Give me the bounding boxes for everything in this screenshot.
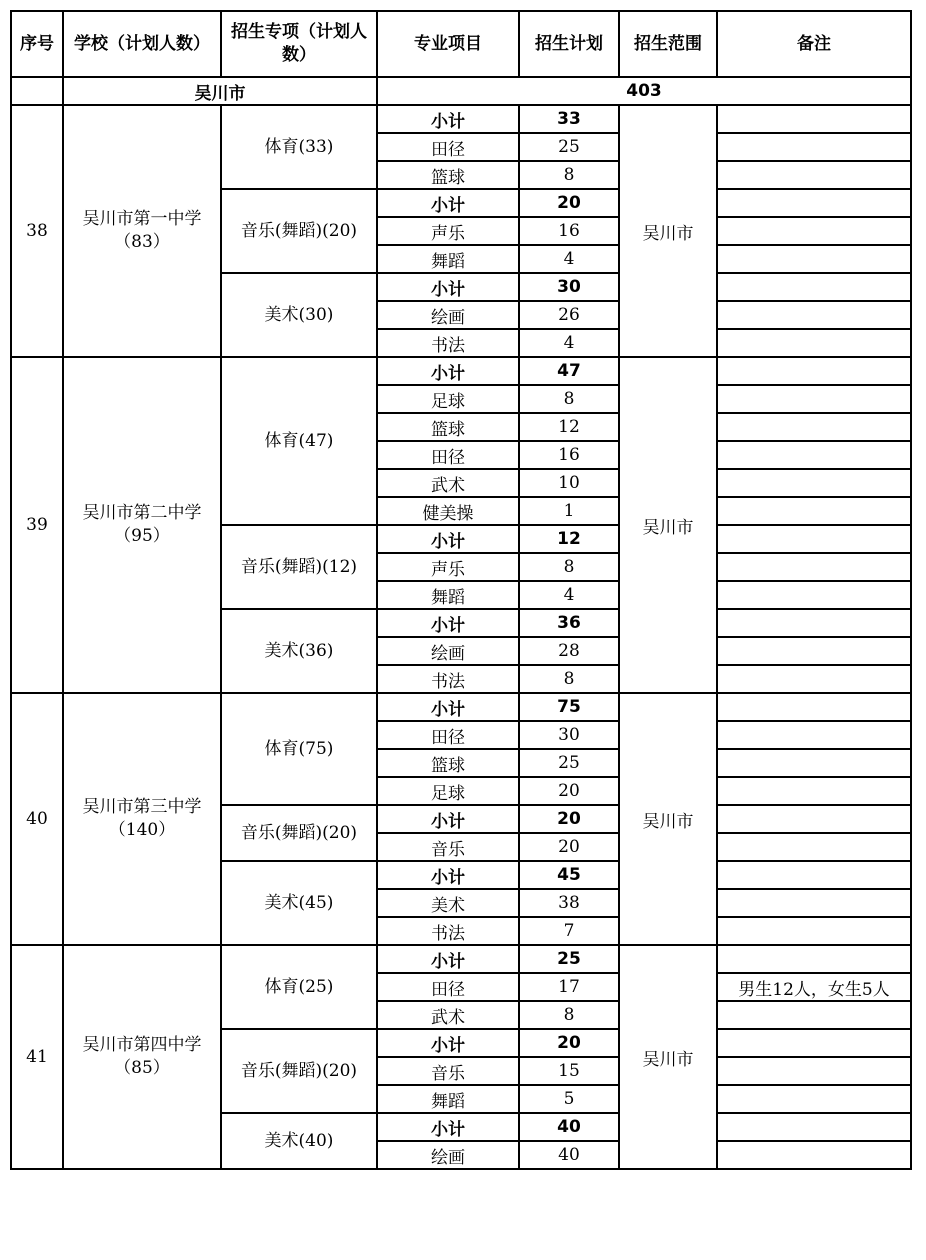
school-name: 吴川市第一中学 bbox=[82, 209, 202, 229]
item-remark bbox=[717, 497, 911, 525]
item-plan: 26 bbox=[519, 301, 619, 329]
school-name-cell bbox=[63, 693, 221, 945]
table-row bbox=[11, 945, 911, 973]
item-plan: 17 bbox=[519, 973, 619, 1001]
item-remark bbox=[717, 1029, 911, 1057]
item-name: 武术 bbox=[377, 1001, 519, 1029]
school-index: 39 bbox=[11, 357, 63, 693]
item-plan: 4 bbox=[519, 245, 619, 273]
item-name: 小计 bbox=[377, 945, 519, 973]
school-count: （95） bbox=[114, 526, 170, 546]
item-remark bbox=[717, 637, 911, 665]
school-name-cell bbox=[63, 105, 221, 357]
header-item: 专业项目 bbox=[377, 11, 519, 77]
specialty-label: 美术(45) bbox=[221, 861, 377, 945]
item-plan: 8 bbox=[519, 385, 619, 413]
item-remark bbox=[717, 133, 911, 161]
item-remark bbox=[717, 805, 911, 833]
specialty-label: 美术(30) bbox=[221, 273, 377, 357]
item-plan: 16 bbox=[519, 441, 619, 469]
item-name: 篮球 bbox=[377, 749, 519, 777]
item-remark bbox=[717, 273, 911, 301]
item-plan: 1 bbox=[519, 497, 619, 525]
item-plan: 25 bbox=[519, 133, 619, 161]
specialty-label: 美术(40) bbox=[221, 1113, 377, 1169]
specialty-label: 音乐(舞蹈)(12) bbox=[221, 525, 377, 609]
specialty-label: 美术(36) bbox=[221, 609, 377, 693]
item-remark bbox=[717, 609, 911, 637]
item-remark bbox=[717, 329, 911, 357]
item-plan: 20 bbox=[519, 189, 619, 217]
item-remark bbox=[717, 889, 911, 917]
item-remark bbox=[717, 525, 911, 553]
item-plan: 28 bbox=[519, 637, 619, 665]
item-plan: 16 bbox=[519, 217, 619, 245]
header-index: 序号 bbox=[11, 11, 63, 77]
item-name: 小计 bbox=[377, 105, 519, 133]
item-name: 声乐 bbox=[377, 217, 519, 245]
item-name: 田径 bbox=[377, 441, 519, 469]
item-remark bbox=[717, 301, 911, 329]
item-remark bbox=[717, 1113, 911, 1141]
item-remark bbox=[717, 469, 911, 497]
school-name: 吴川市第三中学 bbox=[82, 797, 202, 817]
item-remark bbox=[717, 721, 911, 749]
item-name: 舞蹈 bbox=[377, 1085, 519, 1113]
item-name: 小计 bbox=[377, 1029, 519, 1057]
school-count: （83） bbox=[114, 232, 170, 252]
specialty-label: 体育(33) bbox=[221, 105, 377, 189]
city-total: 403 bbox=[377, 77, 911, 105]
item-name: 音乐 bbox=[377, 1057, 519, 1085]
item-remark bbox=[717, 357, 911, 385]
item-plan: 30 bbox=[519, 273, 619, 301]
item-remark bbox=[717, 105, 911, 133]
item-name: 篮球 bbox=[377, 161, 519, 189]
table-row bbox=[11, 105, 911, 133]
header-scope: 招生范围 bbox=[619, 11, 717, 77]
item-name: 小计 bbox=[377, 609, 519, 637]
item-name: 声乐 bbox=[377, 553, 519, 581]
item-plan: 33 bbox=[519, 105, 619, 133]
table-row bbox=[11, 693, 911, 721]
item-name: 舞蹈 bbox=[377, 245, 519, 273]
item-remark: 男生12人，女生5人 bbox=[717, 973, 911, 1001]
item-name: 足球 bbox=[377, 777, 519, 805]
item-name: 绘画 bbox=[377, 637, 519, 665]
item-remark bbox=[717, 1001, 911, 1029]
school-index: 40 bbox=[11, 693, 63, 945]
specialty-label: 体育(75) bbox=[221, 693, 377, 805]
school-index: 38 bbox=[11, 105, 63, 357]
item-remark bbox=[717, 665, 911, 693]
specialty-label: 音乐(舞蹈)(20) bbox=[221, 805, 377, 861]
item-plan: 36 bbox=[519, 609, 619, 637]
specialty-label: 音乐(舞蹈)(20) bbox=[221, 1029, 377, 1113]
school-count: （85） bbox=[114, 1058, 170, 1078]
specialty-label: 体育(25) bbox=[221, 945, 377, 1029]
header-specialty: 招生专项（计划人数） bbox=[221, 11, 377, 77]
table-row bbox=[11, 357, 911, 385]
item-remark bbox=[717, 581, 911, 609]
specialty-label: 音乐(舞蹈)(20) bbox=[221, 189, 377, 273]
item-name: 美术 bbox=[377, 889, 519, 917]
item-name: 书法 bbox=[377, 329, 519, 357]
item-remark bbox=[717, 385, 911, 413]
item-plan: 20 bbox=[519, 1029, 619, 1057]
item-name: 田径 bbox=[377, 721, 519, 749]
item-plan: 4 bbox=[519, 581, 619, 609]
city-summary-row bbox=[11, 77, 911, 105]
item-plan: 4 bbox=[519, 329, 619, 357]
item-name: 小计 bbox=[377, 525, 519, 553]
item-plan: 8 bbox=[519, 665, 619, 693]
item-remark bbox=[717, 217, 911, 245]
item-remark bbox=[717, 553, 911, 581]
item-plan: 45 bbox=[519, 861, 619, 889]
item-plan: 30 bbox=[519, 721, 619, 749]
school-scope: 吴川市 bbox=[619, 945, 717, 1169]
school-name-cell bbox=[63, 945, 221, 1169]
item-name: 小计 bbox=[377, 357, 519, 385]
city-blank-cell bbox=[11, 77, 63, 105]
item-plan: 40 bbox=[519, 1113, 619, 1141]
specialty-label: 体育(47) bbox=[221, 357, 377, 525]
item-remark bbox=[717, 917, 911, 945]
item-plan: 38 bbox=[519, 889, 619, 917]
city-name: 吴川市 bbox=[63, 77, 377, 105]
item-plan: 12 bbox=[519, 525, 619, 553]
school-name: 吴川市第四中学 bbox=[82, 1035, 202, 1055]
item-name: 书法 bbox=[377, 917, 519, 945]
item-remark bbox=[717, 161, 911, 189]
item-plan: 15 bbox=[519, 1057, 619, 1085]
school-name: 吴川市第二中学 bbox=[82, 503, 202, 523]
item-plan: 8 bbox=[519, 161, 619, 189]
item-plan: 20 bbox=[519, 833, 619, 861]
header-remark: 备注 bbox=[717, 11, 911, 77]
item-remark bbox=[717, 861, 911, 889]
item-plan: 10 bbox=[519, 469, 619, 497]
item-plan: 25 bbox=[519, 749, 619, 777]
item-remark bbox=[717, 189, 911, 217]
item-name: 音乐 bbox=[377, 833, 519, 861]
enrollment-table bbox=[10, 10, 912, 1170]
item-plan: 12 bbox=[519, 413, 619, 441]
school-scope: 吴川市 bbox=[619, 105, 717, 357]
item-remark bbox=[717, 945, 911, 973]
header-school: 学校（计划人数） bbox=[63, 11, 221, 77]
item-plan: 75 bbox=[519, 693, 619, 721]
item-remark bbox=[717, 693, 911, 721]
item-plan: 8 bbox=[519, 1001, 619, 1029]
item-name: 足球 bbox=[377, 385, 519, 413]
item-name: 舞蹈 bbox=[377, 581, 519, 609]
item-name: 小计 bbox=[377, 189, 519, 217]
item-name: 小计 bbox=[377, 805, 519, 833]
item-remark bbox=[717, 749, 911, 777]
item-plan: 25 bbox=[519, 945, 619, 973]
item-plan: 40 bbox=[519, 1141, 619, 1169]
item-remark bbox=[717, 1085, 911, 1113]
item-name: 健美操 bbox=[377, 497, 519, 525]
item-plan: 47 bbox=[519, 357, 619, 385]
item-remark bbox=[717, 1141, 911, 1169]
item-name: 小计 bbox=[377, 273, 519, 301]
item-remark bbox=[717, 1057, 911, 1085]
item-plan: 7 bbox=[519, 917, 619, 945]
header-row bbox=[11, 11, 911, 77]
item-remark bbox=[717, 777, 911, 805]
item-name: 田径 bbox=[377, 973, 519, 1001]
item-name: 田径 bbox=[377, 133, 519, 161]
item-name: 篮球 bbox=[377, 413, 519, 441]
item-plan: 5 bbox=[519, 1085, 619, 1113]
school-index: 41 bbox=[11, 945, 63, 1169]
school-count: （140） bbox=[108, 820, 176, 840]
school-name-cell bbox=[63, 357, 221, 693]
item-name: 小计 bbox=[377, 861, 519, 889]
item-remark bbox=[717, 413, 911, 441]
item-name: 武术 bbox=[377, 469, 519, 497]
item-remark bbox=[717, 245, 911, 273]
item-remark bbox=[717, 441, 911, 469]
item-plan: 20 bbox=[519, 805, 619, 833]
school-scope: 吴川市 bbox=[619, 357, 717, 693]
item-remark bbox=[717, 833, 911, 861]
school-scope: 吴川市 bbox=[619, 693, 717, 945]
item-name: 小计 bbox=[377, 1113, 519, 1141]
item-plan: 8 bbox=[519, 553, 619, 581]
item-name: 绘画 bbox=[377, 301, 519, 329]
header-plan: 招生计划 bbox=[519, 11, 619, 77]
item-name: 小计 bbox=[377, 693, 519, 721]
item-plan: 20 bbox=[519, 777, 619, 805]
item-name: 绘画 bbox=[377, 1141, 519, 1169]
item-name: 书法 bbox=[377, 665, 519, 693]
